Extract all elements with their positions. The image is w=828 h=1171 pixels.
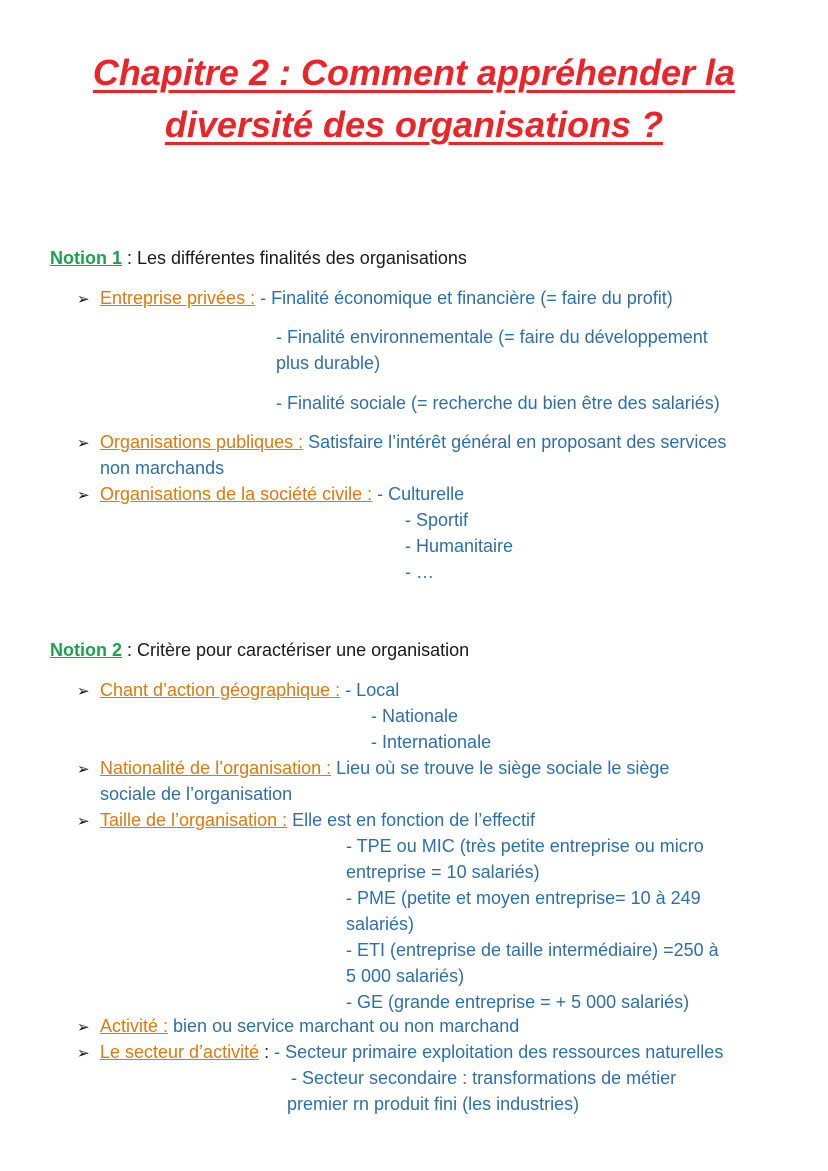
list-item-entreprise-privees bbox=[100, 285, 673, 311]
title-line-2: diversité des organisations ? bbox=[164, 104, 664, 145]
notion-2-heading bbox=[50, 640, 469, 661]
arrow-bullet-icon: ➢ bbox=[77, 1019, 90, 1036]
arrow-bullet-icon: ➢ bbox=[77, 487, 90, 504]
item-line: - Secteur secondaire : transformations de métier bbox=[291, 1068, 677, 1088]
item-line: - Sportif bbox=[405, 510, 469, 530]
item-line: - Humanitaire bbox=[405, 536, 514, 556]
item-line: - … bbox=[405, 562, 434, 582]
notion-1-text: : Les différentes finalités des organisations bbox=[122, 248, 467, 268]
item-line: - Internationale bbox=[371, 732, 492, 752]
item-line: bien ou service marchant ou non marchand bbox=[168, 1016, 520, 1036]
item-line: - Finalité sociale (= recherche du bien être des salariés) bbox=[276, 393, 720, 413]
title-line-1: Chapitre 2 : Comment appréhender la bbox=[92, 52, 736, 93]
list-item-societe-civile bbox=[100, 481, 464, 507]
list-item-chant-action bbox=[100, 677, 399, 703]
item-line: - GE (grande entreprise = + 5 000 salariés) bbox=[346, 992, 690, 1012]
item-label: Activité : bbox=[100, 1016, 169, 1036]
item-line: salariés) bbox=[346, 914, 415, 934]
item-line: - Culturelle bbox=[372, 484, 465, 504]
item-label: Nationalité de l’organisation : bbox=[100, 758, 332, 778]
item-line: - Secteur primaire exploitation des ressources naturelles bbox=[274, 1042, 724, 1062]
item-line: sociale de l’organisation bbox=[100, 784, 293, 804]
item-label: Organisations publiques : bbox=[100, 432, 304, 452]
item-label: Le secteur d’activité bbox=[100, 1042, 260, 1062]
arrow-bullet-icon: ➢ bbox=[77, 813, 90, 830]
item-line: - PME (petite et moyen entreprise= 10 à 249 bbox=[346, 888, 701, 908]
item-line: Elle est en fonction de l’effectif bbox=[287, 810, 535, 830]
item-line: - Local bbox=[340, 680, 400, 700]
arrow-bullet-icon: ➢ bbox=[77, 435, 90, 452]
item-line: non marchands bbox=[100, 458, 225, 478]
notion-2-text: : Critère pour caractériser une organisation bbox=[122, 640, 470, 660]
notion-1-label: Notion 1 bbox=[50, 248, 122, 268]
item-line: Satisfaire l’intérêt général en proposant des services bbox=[303, 432, 727, 452]
item-line: - Nationale bbox=[371, 706, 459, 726]
item-line: entreprise = 10 salariés) bbox=[346, 862, 540, 882]
item-label: Taille de l’organisation : bbox=[100, 810, 288, 830]
list-item-organisations-publiques bbox=[100, 429, 726, 455]
item-label: Chant d’action géographique : bbox=[100, 680, 341, 700]
arrow-bullet-icon: ➢ bbox=[77, 683, 90, 700]
item-line: - Finalité économique et financière (= faire du profit) bbox=[255, 288, 673, 308]
item-line: - ETI (entreprise de taille intermédiaire) =250 à bbox=[346, 940, 719, 960]
item-line: premier rn produit fini (les industries) bbox=[287, 1094, 580, 1114]
item-label: Organisations de la société civile : bbox=[100, 484, 373, 504]
item-line: Lieu où se trouve le siège sociale le siège bbox=[331, 758, 670, 778]
list-item-nationalite bbox=[100, 755, 669, 781]
arrow-bullet-icon: ➢ bbox=[77, 761, 90, 778]
list-item-activite bbox=[100, 1013, 519, 1039]
list-item-taille bbox=[100, 807, 535, 833]
item-line: plus durable) bbox=[276, 353, 381, 373]
arrow-bullet-icon: ➢ bbox=[77, 291, 90, 308]
notion-2-label: Notion 2 bbox=[50, 640, 122, 660]
list-item-secteur-activite bbox=[100, 1039, 723, 1065]
notion-1-heading bbox=[50, 248, 467, 269]
item-line: 5 000 salariés) bbox=[346, 966, 465, 986]
item-label: Entreprise privées : bbox=[100, 288, 256, 308]
item-line: - Finalité environnementale (= faire du développement bbox=[276, 327, 708, 347]
item-line: - TPE ou MIC (très petite entreprise ou micro bbox=[346, 836, 704, 856]
item-separator: : bbox=[259, 1042, 275, 1062]
arrow-bullet-icon: ➢ bbox=[77, 1045, 90, 1062]
